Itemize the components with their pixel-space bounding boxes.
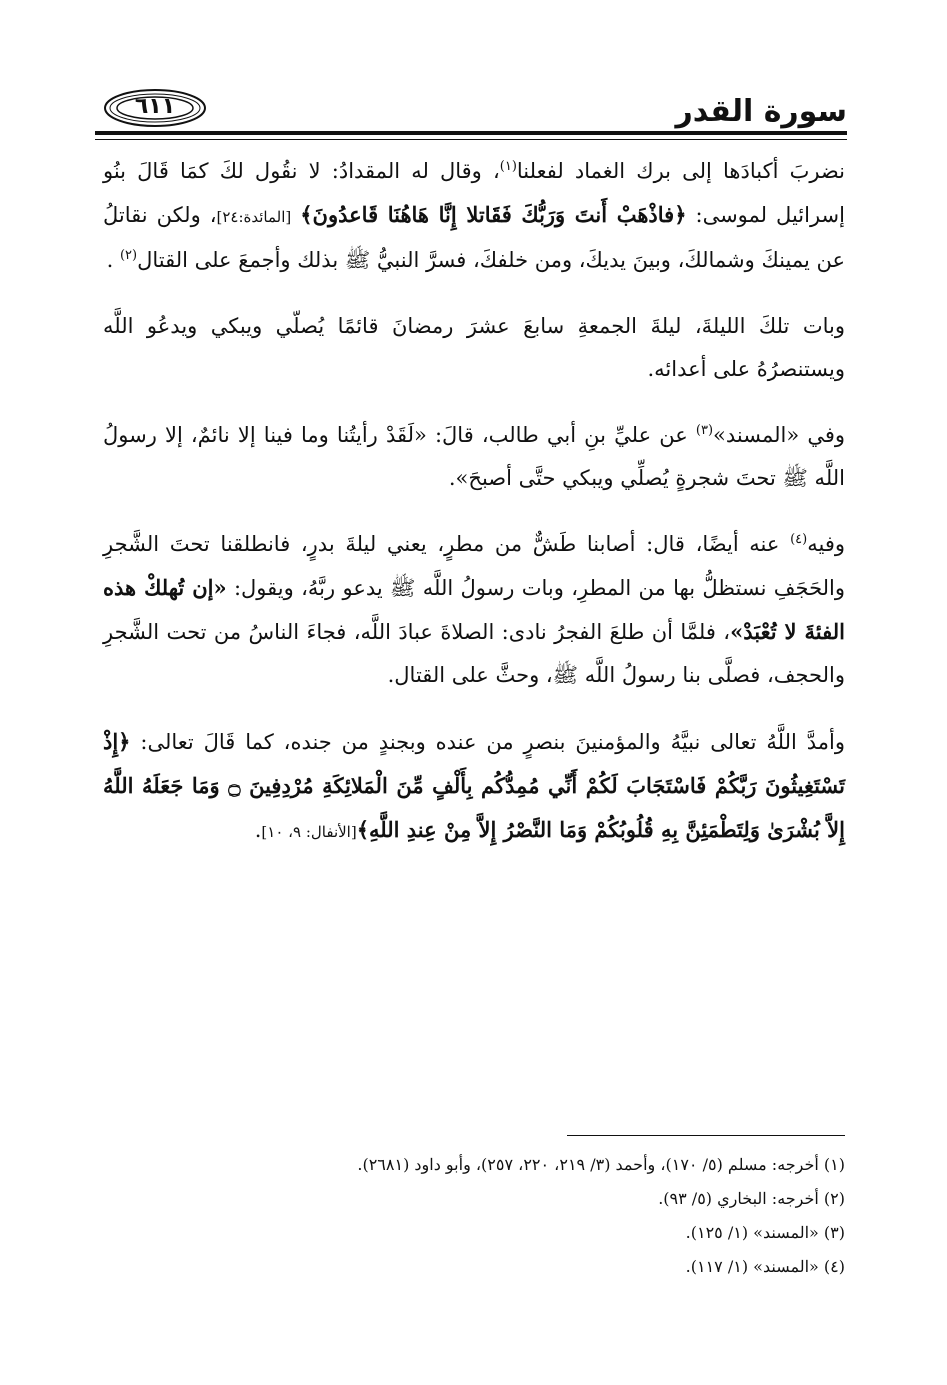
footnote-separator xyxy=(567,1135,845,1136)
surah-title: سورة القدر xyxy=(675,94,847,129)
verse-reference: [المائدة:٢٤] xyxy=(216,208,292,226)
verse-reference: [الأنفال: ٩، ١٠] xyxy=(261,823,357,841)
footnote-1: (١) أخرجه: مسلم (٥/ ١٧٠)، وأحمد (٣/ ٢١٩، ٢٢٠، ٢٥٧)، وأبو داود (٢٦٨١). xyxy=(357,1155,845,1174)
paragraph-1: نضربَ أكبادَها إلى برك الغماد لفعلنا$^{(١)}$، وقال له المقدادُ: لا نقُول لكَ كمَا قَالَ بنُو إسرائيل لموسى: ﴿فاذْهَبْ أَنتَ وَرَبُّكَ فَقَاتلا إِنَّا هَاهُنَا قَاعدُونَ﴾ [المائدة:٢٤]، ولكن نقاتلُ عن يمينكَ وشمالكَ، وبينَ يديكَ، ومن خلفكَ، فسرَّ النبيُّ ﷺ بذلك وأجمعَ على القتال$^{(٢)}$ . xyxy=(103,159,845,272)
main-text xyxy=(103,150,845,877)
footnote-4: (٤) «المسند» (١/ ١١٧). xyxy=(685,1257,845,1276)
quran-verse: ﴿فاذْهَبْ أَنتَ وَرَبُّكَ فَقَاتلا إِنَّا هَاهُنَا قَاعدُونَ﴾ xyxy=(300,202,687,227)
footnote-3: (٣) «المسند» (١/ ١٢٥). xyxy=(685,1223,845,1242)
paragraph-2: وبات تلكَ الليلةَ، ليلةَ الجمعةِ سابعَ عشرَ رمضانَ قائمًا يُصلّي ويبكي ويدعُو اللَّه ويستنصرُهُ على أعدائه. xyxy=(103,314,845,381)
page-number-badge xyxy=(103,88,207,128)
header-rule-thick xyxy=(95,131,847,135)
paragraph-5: وأمدَّ اللَّهُ تعالى نبيَّهُ والمؤمنينَ بنصرٍ من عنده وبجندٍ من جنده، كما قَالَ تعالى: ﴿إِذْ تَسْتَغِيثُونَ رَبَّكُمْ فَاسْتَجَابَ لَكُمْ أَنِّي مُمِدُّكُم بِأَلْفٍ مِّنَ الْمَلائِكَةِ مُرْدِفِينَ ۝ وَمَا جَعَلَهُ اللَّهُ إِلاَّ بُشْرَىٰ وَلِتَطْمَئِنَّ بِهِ قُلُوبُكُمْ وَمَا النَّصْرُ إِلاَّ مِنْ عِندِ اللَّهِ﴾[الأنفال: ٩، ١٠]. xyxy=(103,729,845,842)
footnote-marker-1[interactable]: (١) xyxy=(499,159,517,174)
footnote-marker-4[interactable]: (٤) xyxy=(790,532,808,547)
footnote-marker-2[interactable]: (٢) xyxy=(119,248,138,263)
paragraph-4: وفيه$^{(٤)}$ عنه أيضًا، قال: أصابنا طَشٌّ من مطرٍ، يعني ليلةَ بدرٍ، فانطلقنا تحتَ الشَّجرِ والحَجَفِ نستظلُّ بها من المطرِ، وبات رسولُ اللَّه ﷺ يدعو ربَّهُ، ويقول: «إن تُهلكْ هذه الفئةَ لا تُعْبَدْ»، فلمَّا أن طلعَ الفجرُ نادى: الصلاةَ عبادَ اللَّه، فجاءَ الناسُ من تحت الشَّجرِ والحجف، فصلَّى بنا رسولُ اللَّه ﷺ، وحثَّ على القتال. xyxy=(103,532,845,687)
footnotes xyxy=(103,1148,845,1284)
header-rule-thin xyxy=(95,139,847,140)
footnote-2: (٢) أخرجه: البخاري (٥/ ٩٣). xyxy=(658,1189,845,1208)
footnote-marker-3[interactable]: (٣) xyxy=(695,423,714,438)
paragraph-3: وفي «المسند»$^{(٣)}$ عن عليِّ بنِ أبي طالب، قالَ: «لَقَدْ رأيتُنا وما فينا إلا نائمٌ، إلا رسولُ اللَّه ﷺ تحتَ شجرةٍ يُصلِّي ويبكي حتَّى أصبحَ». xyxy=(103,423,845,490)
quran-verse: ﴿إِذْ تَسْتَغِيثُونَ رَبَّكُمْ فَاسْتَجَابَ لَكُمْ أَنِّي مُمِدُّكُم بِأَلْفٍ مِّنَ الْمَلائِكَةِ مُرْدِفِينَ ۝ وَمَا جَعَلَهُ اللَّهُ إِلاَّ بُشْرَىٰ وَلِتَطْمَئِنَّ بِهِ قُلُوبُكُمْ وَمَا النَّصْرُ إِلاَّ مِنْ عِندِ اللَّهِ﴾ xyxy=(103,729,845,842)
page-number: ٦١١ xyxy=(134,94,176,119)
prophet-supplication: «إن تُهلكْ هذه الفئةَ لا تُعْبَدْ» xyxy=(103,575,845,644)
